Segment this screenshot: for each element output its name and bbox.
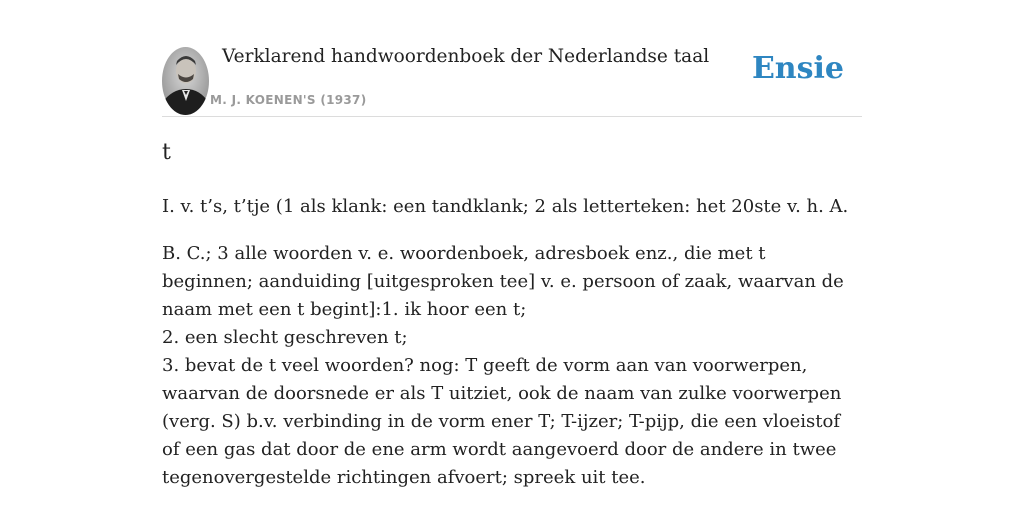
- ensie-logo[interactable]: Ensie: [751, 51, 844, 86]
- definition-item: 2. een slecht geschreven t;: [162, 327, 408, 348]
- definition-paragraph: I. v. t’s, t’tje (1 als klank: een tandklank; 2 als letterteken: het 20ste v. h. A.: [162, 196, 849, 217]
- author-portrait-icon: [162, 47, 209, 115]
- dictionary-author: M. J. KOENEN'S (1937): [210, 93, 367, 107]
- dictionary-title[interactable]: Verklarend handwoordenboek der Nederlandse taal: [222, 46, 710, 67]
- dictionary-header: [162, 46, 862, 117]
- definition-intro: B. C.; 3 alle woorden v. e. woordenboek, adresboek enz., die met t beginnen; aanduiding [uitgesproken tee] v. e. persoon of zaak, waarvan de naam met een t begint]:1. ik hoor een t;: [162, 243, 844, 320]
- entry-definition: [162, 193, 862, 492]
- definition-paragraph: [162, 240, 862, 492]
- entry-headword: t: [162, 140, 171, 165]
- definition-item: 3. bevat de t veel woorden? nog: T geeft de vorm aan van voorwerpen, waarvan de doorsnede er als T uitziet, ook de naam van zulke voorwerpen (verg. S) b.v. verbinding in de vorm ener T; T-ijzer; T-pijp, die een vloeistof of een gas dat door de ene arm wordt aangevoerd door de andere in twee tegenovergestelde richtingen afvoert; spreek uit tee.: [162, 355, 842, 488]
